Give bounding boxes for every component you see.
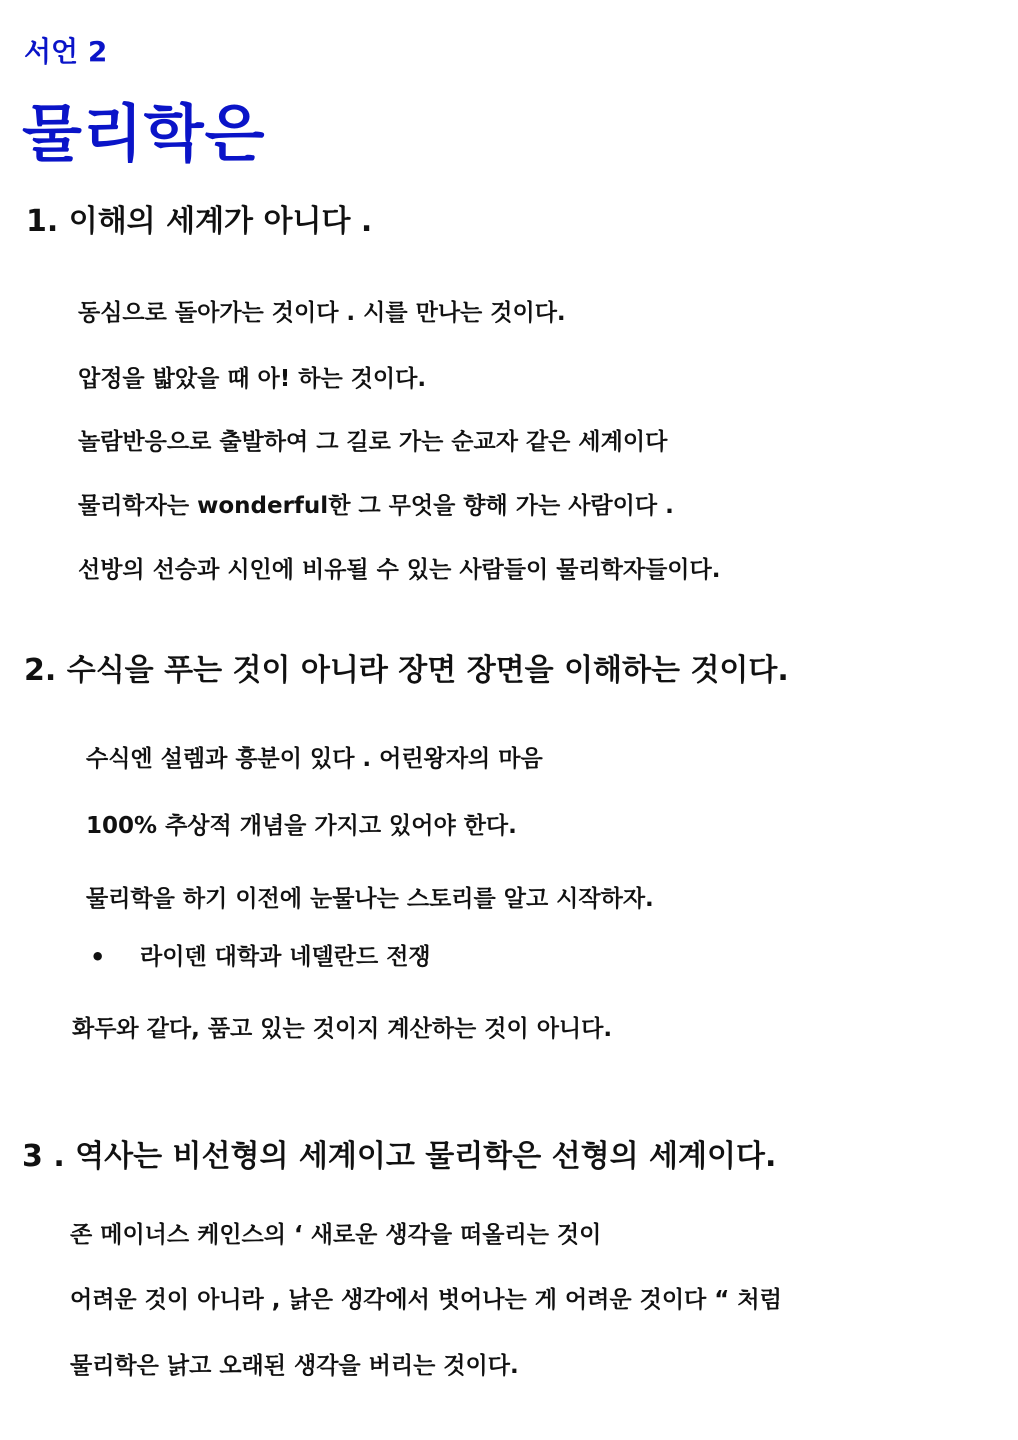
document-kicker: 서언 2 xyxy=(24,35,108,68)
document-title: 물리학은 xyxy=(22,97,266,170)
bullet-dot-icon: • xyxy=(90,943,106,971)
section-2-line: 100% 추상적 개념을 가지고 있어야 한다. xyxy=(86,813,517,839)
section-3-line: 어려운 것이 아니라 , 낡은 생각에서 벗어나는 게 어려운 것이다 “ 처럼 xyxy=(70,1287,782,1313)
section-2-closing: 화두와 같다, 품고 있는 것이지 계산하는 것이 아니다. xyxy=(72,1016,613,1042)
section-1-line: 선방의 선승과 시인에 비유될 수 있는 사람들이 물리학자들이다. xyxy=(78,557,721,583)
section-1-line: 놀람반응으로 출발하여 그 길로 가는 순교자 같은 세계이다 xyxy=(78,429,668,455)
section-1-heading: 1. 이해의 세계가 아니다 . xyxy=(26,204,373,239)
section-3-heading: 3 . 역사는 비선형의 세계이고 물리학은 선형의 세계이다. xyxy=(22,1139,777,1174)
section-2-heading: 2. 수식을 푸는 것이 아니라 장면 장면을 이해하는 것이다. xyxy=(24,653,789,688)
section-3-line: 존 메이너스 케인스의 ‘ 새로운 생각을 떠올리는 것이 xyxy=(70,1222,602,1248)
section-2-bullet-item: 라이덴 대학과 네델란드 전쟁 xyxy=(140,944,431,970)
section-2-line: 수식엔 설렘과 흥분이 있다 . 어린왕자의 마음 xyxy=(86,746,543,772)
section-1-line: 동심으로 돌아가는 것이다 . 시를 만나는 것이다. xyxy=(78,300,566,326)
section-3-line: 물리학은 낡고 오래된 생각을 버리는 것이다. xyxy=(70,1353,519,1379)
section-1-line: 압정을 밟았을 때 아! 하는 것이다. xyxy=(78,366,427,392)
section-1-line: 물리학자는 wonderful한 그 무엇을 향해 가는 사람이다 . xyxy=(78,493,674,519)
section-2-line: 물리학을 하기 이전에 눈물나는 스토리를 알고 시작하자. xyxy=(86,886,654,912)
